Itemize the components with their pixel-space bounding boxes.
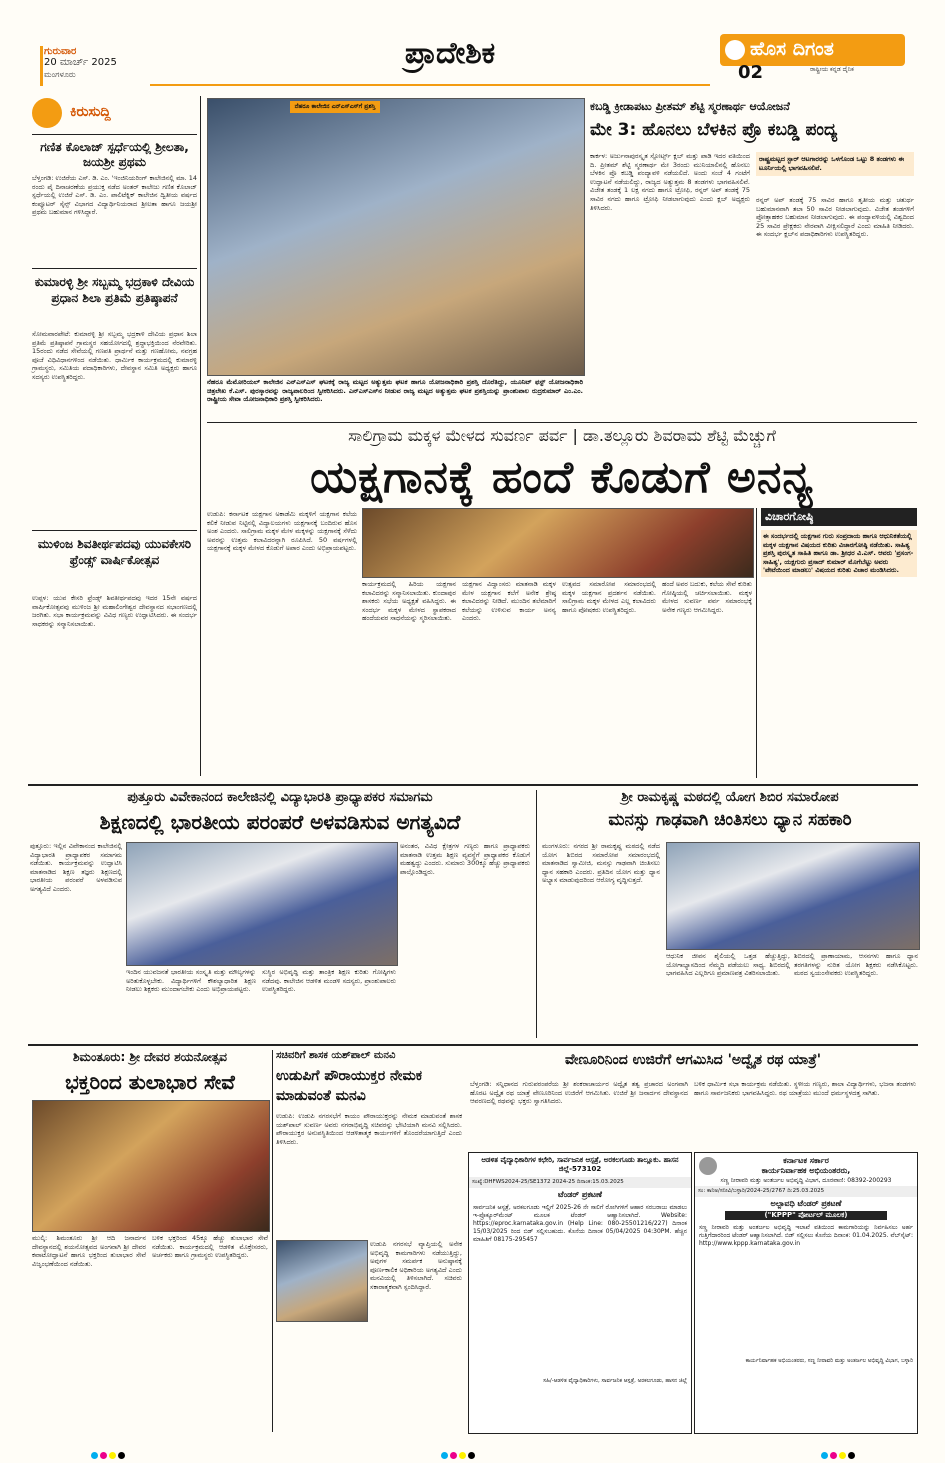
puttur-headline: ಶಿಕ್ಷಣದಲ್ಲಿ ಭಾರತೀಯ ಪರಂಪರೆ ಅಳವಡಿಸುವ ಅಗತ್ಯವಿದೆ	[99, 810, 461, 834]
kabaddi-highlight: ರಾಷ್ಟ್ರಮಟ್ಟದ ಸ್ಟಾರ್ ಆಟಗಾರರನ್ನು ಒಳಗೊಂಡ ಒಟ್ಟು 8 ತಂಡಗಳು ಈ ಟೂರ್ನಿಯಲ್ಲಿ ಭಾಗವಹಿಸಲಿವೆ.	[756, 152, 914, 176]
cyan-dot	[91, 1452, 98, 1459]
kirusuddi-badge	[32, 98, 182, 128]
header-date-block	[44, 46, 154, 80]
tender2-ref: ಸಂ: ಕಾನಿಅ/ಸನೀವಿ/ಬಳ್ಳಾರಿ/2024-25/2767 ದಿ:25.03.2025	[695, 1186, 917, 1197]
logo-text: ಹೊಸ ದಿಗಂತ	[750, 38, 834, 60]
story1-body: ಬೆಳ್ತಂಗಡಿ: ಉಜಿರೆಯ ಎಸ್. ಡಿ. ಎಂ. 'ಇಂಜಿನಿಯರಿಂಗ್ ಕಾಲೇಜಿನಲ್ಲಿ ಮಾ. 14 ರಂದು ಪೈ ದಿನಾಚರಣೆಯ ಪ್ರಯುಕ್ತ ನಡೆದ ಅಂತರ್ ಕಾಲೇಜು ಗಣಿತ ಕೊಲಾಜ್ ಸ್ಪರ್ಧೆಯಲ್ಲಿ ಉಜಿರೆ ಎಸ್. ಡಿ. ಎಂ. ಪಾಲಿಟೆಕ್ನಿಕ್ ಕಾಲೇಜಿನ ದ್ವಿತೀಯ ವರ್ಷದ ಕಂಪ್ಯೂಟರ್ ಸೈನ್ಸ್ ವಿಭಾಗದ ವಿದ್ಯಾರ್ಥಿನಿಯರಾದ ಶ್ರೀಲತಾ ಹಾಗೂ ಜಯಶ್ರೀ ಪ್ರಥಮ ಬಹುಮಾನ ಗಳಿಸಿದ್ದಾರೆ.	[32, 174, 200, 217]
ramakrishna-kicker: ಶ್ರೀ ರಾಮಕೃಷ್ಣ ಮಠದಲ್ಲಿ ಯೋಗ ಶಿಬಿರ ಸಮಾರೋಪ	[621, 790, 839, 805]
magenta-dot	[450, 1452, 457, 1459]
udupi-body1: ಉಡುಪಿ: ಉಡುಪಿ ನಗರಸಭೆಗೆ ಕಾಯಂ ಪೌರಾಯುಕ್ತರನ್ನು ನೇಮಕ ಮಾಡುವಂತೆ ಶಾಸಕ ಯಶ್‌ಪಾಲ್ ಸುವರ್ಣ ಅವರು ನಗರಾಭಿವೃದ್ಧಿ ಸಚಿವರನ್ನು ಭೇಟಿಯಾಗಿ ಮನವಿ ಸಲ್ಲಿಸಿದರು. ಪೌರಾಯುಕ್ತರ ಅನುಪಸ್ಥಿತಿಯಿಂದ ಆಡಳಿತಾತ್ಮಕ ಕಾರ್ಯಗಳಿಗೆ ತೊಂದರೆಯಾಗುತ್ತಿದೆ ಎಂದು ತಿಳಿಸಿದರು.	[276, 1112, 465, 1146]
puttur-lamp-photo	[126, 842, 398, 966]
tender2-office: ಕಾರ್ಯನಿರ್ವಾಹಕ ಅಭಿಯಂತರರು,	[761, 1166, 851, 1175]
udupi-memorandum-photo	[276, 1240, 368, 1322]
puttur-kicker: ಪುತ್ತೂರು ವಿವೇಕಾನಂದ ಕಾಲೇಜಿನಲ್ಲಿ ವಿದ್ಯಾಭಾರತಿ ಪ್ರಾಧ್ಯಾಪಕರ ಸಮಾಗಮ	[127, 790, 433, 805]
tender2-notice2: ("KPPP" ಪೋರ್ಟಲ್ ಮೂಲಕ)	[725, 1211, 887, 1220]
emblem-icon	[699, 1157, 717, 1175]
puttur-body2: ಅನಂತರ, ವಿವಿಧ ಕ್ಷೇತ್ರಗಳ ಗಣ್ಯರು ಹಾಗೂ ಪ್ರಾಧ್ಯಾಪಕರು ಮಾತನಾಡಿ ಉತ್ತಮ ಶಿಕ್ಷಣ ವ್ಯವಸ್ಥೆಗೆ ಪ್ರಾಧ್ಯಾಪಕರ ಕೊಡುಗೆ ಮಹತ್ವದ್ದು ಎಂದರು. ಸುಮಾರು 300ಕ್ಕೂ ಹೆಚ್ಚು ಪ್ರಾಧ್ಯಾಪಕರು ಪಾಲ್ಗೊಂಡಿದ್ದರು.	[400, 842, 533, 876]
registration-marks-right	[820, 1444, 856, 1463]
udupi-body2: ಉಡುಪಿ ನಗರಸಭೆ ವ್ಯಾಪ್ತಿಯಲ್ಲಿ ಅನೇಕ ಅಭಿವೃದ್ಧಿ ಕಾಮಗಾರಿಗಳು ನಡೆಯುತ್ತಿದ್ದು, ಅವುಗಳ ಸಮರ್ಪಕ ಅನುಷ್ಠಾನಕ್ಕೆ ಪೂರ್ಣಕಾಲಿಕ ಅಧಿಕಾರಿಯ ಅಗತ್ಯವಿದೆ ಎಂದು ಮನವಿಯಲ್ಲಿ ತಿಳಿಸಲಾಗಿದೆ. ಸಚಿವರು ಸಕಾರಾತ್ಮಕವಾಗಿ ಸ್ಪಂದಿಸಿದ್ದಾರೆ.	[370, 1240, 465, 1291]
black-dot	[468, 1452, 475, 1459]
yakshagana-body3: ಯಕ್ಷಗಾನ ವಿದ್ವಾಂಸರು ಮಾತನಾಡಿ ಮಕ್ಕಳ ಮೇಳ ಯಕ್ಷಗಾನ ಕಲೆಗೆ ಅನೇಕ ಶ್ರೇಷ್ಠ ಕಲಾವಿದರನ್ನು ನೀಡಿದೆ. ಮುಂದಿನ ತಲೆಮಾರಿಗೆ ಕಲೆಯನ್ನು ಉಳಿಸುವ ಕಾರ್ಯ ಅನನ್ಯ ಎಂದರು.	[462, 580, 559, 623]
kabaddi-kicker: ಕಬಡ್ಡಿ ಕ್ರೀಡಾಪಟು ಪ್ರೀತಮ್ ಶೆಟ್ಟಿ ಸ್ಮರಣಾರ್ಥ ಆಯೋಜನೆ	[590, 100, 790, 113]
yakshagana-body2: ಕಾರ್ಯಕ್ರಮದಲ್ಲಿ ಹಿರಿಯ ಯಕ್ಷಗಾನ ಕಲಾವಿದರನ್ನು ಸನ್ಮಾನಿಸಲಾಯಿತು. ಕುಂದಾಪುರ ಶಾಸಕರು ಸಭೆಯ ಅಧ್ಯಕ್ಷತೆ ವಹಿಸಿದ್ದರು. ಈ ಸಂದರ್ಭ ಮಕ್ಕಳ ಮೇಳದ ಸ್ಥಾಪಕರಾದ ಹಂದೆಯವರ ಸಾಧನೆಯನ್ನು ಸ್ಮರಿಸಲಾಯಿತು.	[362, 580, 459, 623]
ramakrishna-body1: ಮಂಗಳೂರು: ನಗರದ ಶ್ರೀ ರಾಮಕೃಷ್ಣ ಮಠದಲ್ಲಿ ನಡೆದ ಯೋಗ ಶಿಬಿರದ ಸಮಾರೋಪ ಸಮಾರಂಭದಲ್ಲಿ ಮಾತನಾಡಿದ ಸ್ವಾಮೀಜಿ, ಮನಸ್ಸು ಗಾಢವಾಗಿ ಚಿಂತಿಸಲು ಧ್ಯಾನ ಸಹಕಾರಿ ಎಂದರು. ಪ್ರತಿದಿನ ಯೋಗ ಮತ್ತು ಧ್ಯಾನ ಅಭ್ಯಾಸ ಮಾಡುವುದರಿಂದ ಆರೋಗ್ಯ ವೃದ್ಧಿಸುತ್ತದೆ.	[542, 842, 663, 885]
black-dot	[848, 1452, 855, 1459]
puttur-body1: ಪುತ್ತೂರು: ಇಲ್ಲಿನ ವಿವೇಕಾನಂದ ಕಾಲೇಜಿನಲ್ಲಿ ವಿದ್ಯಾಭಾರತಿ ಪ್ರಾಧ್ಯಾಪಕರ ಸಮಾಗಮ ನಡೆಯಿತು. ಕಾರ್ಯಕ್ರಮವನ್ನು ಉದ್ಘಾಟಿಸಿ ಮಾತನಾಡಿದ ಶಿಕ್ಷಣ ತಜ್ಞರು ಶಿಕ್ಷಣದಲ್ಲಿ ಭಾರತೀಯ ಪರಂಪರೆ ಅಳವಡಿಸುವ ಅಗತ್ಯವಿದೆ ಎಂದರು.	[30, 842, 125, 893]
kirusuddi-label: ಕಿರುಸುದ್ದಿ	[70, 104, 111, 120]
advaita-body1: ಬೆಳ್ತಂಗಡಿ: ಸನ್ನಿಧಾನದ ಗುರುಪರಂಪರೆಯ ಶ್ರೀ ಶಂಕರಾಚಾರ್ಯರ ಅದ್ವೈತ ತತ್ವ ಪ್ರಚಾರದ ಅಂಗವಾಗಿ ಹೊರಟ ಅದ್ವೈತ ರಥ ಯಾತ್ರೆ ವೇಣೂರಿನಿಂದ ಉಜಿರೆಗೆ ಆಗಮಿಸಿತು. ಉಜಿರೆ ಶ್ರೀ ಜನಾರ್ದನ ದೇವಸ್ಥಾನದ ಆವರಣದಲ್ಲಿ ರಥವನ್ನು ಭಕ್ತರು ಸ್ವಾಗತಿಸಿದರು.	[470, 1080, 691, 1106]
tender1-sign: ಸಹಿ/-ಆಡಳಿತ ವೈದ್ಯಾಧಿಕಾರಿಗಳು, ಸಾರ್ವಜನಿಕ ಆಸ್ಪತ್ರೆ, ಅರಕಲಗೂಡು, ಹಾಸನ ಜಿಲ್ಲೆ	[543, 1378, 687, 1384]
hand-icon	[32, 98, 62, 128]
story2-headline: ಕುಮಾರಳ್ಳಿ ಶ್ರೀ ಸಬ್ಬಮ್ಮ ಭದ್ರಕಾಳಿ ದೇವಿಯ ಪ್ರಧಾನ ಶಿಲಾ ಪ್ರತಿಮೆ ಪ್ರತಿಷ್ಠಾಪನೆ	[34, 275, 195, 305]
story1-headline: ಗಣಿತ ಕೊಲಾಜ್ ಸ್ಪರ್ಧೆಯಲ್ಲಿ ಶ್ರೀಲತಾ, ಜಯಶ್ರೀ ಪ್ರಥಮ	[40, 140, 189, 169]
tender2-ad	[694, 1152, 918, 1434]
tender1-body: ಸಾರ್ವಜನಿಕ ಆಸ್ಪತ್ರೆ, ಅರಕಲಗೂಡು ಇಲ್ಲಿಗೆ 2025-26 ನೇ ಸಾಲಿಗೆ ರೋಗಿಗಳಿಗೆ ಆಹಾರ ಸರಬರಾಜು ಮಾಡಲು ಇ-ಪ್ರೊಕ್ಯೂರ್‌ಮೆಂಟ್ ಮೂಲಕ ಟೆಂಡರ್ ಆಹ್ವಾನಿಸಲಾಗಿದೆ. Website: https://eproc.karnataka.gov.in (Help Line: 080-25501216/227) ದಿನಾಂಕ 15/03/2025 ರಿಂದ ಬಿಡ್ ಸಲ್ಲಿಸಬಹುದು. ಕೊನೆಯ ದಿನಾಂಕ 05/04/2025 04:30PM. ಹೆಚ್ಚಿನ ಮಾಹಿತಿಗೆ 08175-295457	[473, 1204, 689, 1243]
tender1-notice: ಟೆಂಡರ್ ಪ್ರಕಟಣೆ	[558, 1190, 602, 1199]
tender2-notice: ಅಲ್ಪಾವಧಿ ಟೆಂಡರ್ ಪ್ರಕಟಣೆ	[770, 1199, 842, 1208]
vichara-sidebar	[756, 508, 917, 778]
tender2-govt: ಕರ್ನಾಟಕ ಸರ್ಕಾರ	[783, 1156, 829, 1165]
puttur-body3: ಇಂದಿನ ಯುವಜನತೆ ಭಾರತೀಯ ಸಂಸ್ಕೃತಿ ಮತ್ತು ಮೌಲ್ಯಗಳನ್ನು ಅರಿತುಕೊಳ್ಳಬೇಕು. ವಿದ್ಯಾರ್ಥಿಗಳಿಗೆ ಕೌಶಲ್ಯಾಧಾರಿತ ಶಿಕ್ಷಣ ನೀಡಲು ಶಿಕ್ಷಕರು ಮುಂದಾಗಬೇಕು ಎಂದು ಅಭಿಪ್ರಾಯಪಟ್ಟರು.	[126, 968, 259, 994]
yoga-group-photo	[666, 842, 920, 950]
yellow-dot	[839, 1452, 846, 1459]
yakshagana-top-rule	[207, 422, 917, 423]
vichara-sidebar-title: ವಿಚಾರಗೋಷ್ಠಿ	[761, 508, 917, 526]
story2-body: ಸೋಮವಾರಪೇಟೆ: ಕುಮಾರಳ್ಳಿ ಶ್ರೀ ಸಬ್ಬಮ್ಮ ಭದ್ರಕಾಳಿ ದೇವಿಯ ಪ್ರಧಾನ ಶಿಲಾ ಪ್ರತಿಮೆ ಪ್ರತಿಷ್ಠಾಪನೆ ಗ್ರಾಮಸ್ಥರ ಸಹಯೋಗದಲ್ಲಿ ಶ್ರದ್ಧಾಭಕ್ತಿಯಿಂದ ನೆರವೇರಿತು. 15ರಂದು ನಡೆದ ಸೇವೆಯಲ್ಲಿ ಗಣಪತಿ ಪ್ರಾರ್ಥನೆ ಮತ್ತು ಗಣಹೋಮ, ನವಗ್ರಹ ಪೂಜೆ ವಿಧಿವಿಧಾನಗಳಿಂದ ನಡೆಯಿತು. ಧಾರ್ಮಿಕ ಕಾರ್ಯಕ್ರಮದಲ್ಲಿ ಕುಮಾರಳ್ಳಿ ಗ್ರಾಮಸ್ಥರು, ಸಮಿತಿಯ ಪದಾಧಿಕಾರಿಗಳು, ದೇವಸ್ಥಾನ ಸಮಿತಿ ಅಧ್ಯಕ್ಷರು ಹಾಗೂ ಸದಸ್ಯರು ಉಪಸ್ಥಿತರಿದ್ದರು.	[32, 330, 200, 381]
ramakrishna-body2: ಆಧುನಿಕ ಜೀವನ ಶೈಲಿಯಲ್ಲಿ ಒತ್ತಡ ಹೆಚ್ಚುತ್ತಿದ್ದು, ಯೋಗಾಭ್ಯಾಸದಿಂದ ನೆಮ್ಮದಿ ಪಡೆಯಲು ಸಾಧ್ಯ. ಶಿಬಿರದಲ್ಲಿ ಭಾಗವಹಿಸಿದ ಎಲ್ಲರಿಗೂ ಪ್ರಮಾಣಪತ್ರ ವಿತರಿಸಲಾಯಿತು.	[666, 952, 793, 978]
tender1-ref: ಸಂಖ್ಯೆ:DHFWS2024-25/SE1372 2024-25 ದಿನಾಂಕ:15.03.2025	[469, 1177, 691, 1188]
black-dot	[118, 1452, 125, 1459]
story2-divider	[32, 530, 197, 531]
registration-marks-left	[90, 1444, 126, 1463]
kabaddi-body-left: ಕಾರ್ಕಳ: ಅರ್ಜುನಾಪುರಸ್ಕೃತ ಸ್ಪೋರ್ಟ್ಸ್ ಕ್ಲಬ್ ಮತ್ತು ಪಾಡಿ ಇದರ ವತಿಯಿಂದ ದಿ. ಪ್ರೀತಮ್ ಶೆಟ್ಟಿ ಸ್ಮರಣಾರ್ಥ ಮೇ 3ರಂದು ಮುನಿಯಾಲಿನಲ್ಲಿ ಹೊನಲು ಬೆಳಕಿನ ಪ್ರೊ ಕಬಡ್ಡಿ ಪಂದ್ಯಾವಳಿ ನಡೆಯಲಿದೆ. ಅಂದು ಸಂಜೆ 4 ಗಂಟೆಗೆ ಉದ್ಘಾಟನೆ ನಡೆಯಲಿದ್ದು, ರಾಜ್ಯದ ಅತ್ಯುತ್ತಮ 8 ತಂಡಗಳು ಭಾಗವಹಿಸಲಿವೆ. ವಿಜೇತ ತಂಡಕ್ಕೆ 1 ಲಕ್ಷ ನಗದು ಹಾಗೂ ಟ್ರೋಫಿ, ರನ್ನರ್ ಅಪ್ ತಂಡಕ್ಕೆ 75 ಸಾವಿರ ನಗದು ಹಾಗೂ ಟ್ರೋಫಿ ನೀಡಲಾಗುವುದು ಎಂದು ಕ್ಲಬ್ ಅಧ್ಯಕ್ಷರು ತಿಳಿಸಿದರು.	[590, 152, 753, 212]
shimantur-body2: ಬಳಿಕ ಭಕ್ತರಿಂದ 45ಕ್ಕೂ ಹೆಚ್ಚು ತುಲಾಭಾರ ಸೇವೆ ನಡೆಯಿತು. ಕಾರ್ಯಕ್ರಮದಲ್ಲಿ ಆಡಳಿತ ಮೊಕ್ತೇಸರರು, ಅರ್ಚಕರು ಹಾಗೂ ಗ್ರಾಮಸ್ಥರು ಉಪಸ್ಥಿತರಿದ್ದರು.	[152, 1234, 271, 1260]
udupi-kicker: ಸಚಿವರಿಗೆ ಶಾಸಕ ಯಶ್‌ಪಾಲ್ ಮನವಿ	[276, 1050, 396, 1061]
header-date: 20 ಮಾರ್ಚ್ 2025	[44, 57, 117, 68]
logo-tagline: ರಾಷ್ಟ್ರೀಯ ಕನ್ನಡ ದೈನಿಕ	[810, 66, 854, 73]
yakshagana-stage-photo	[362, 508, 754, 578]
advaita-body2: ಬಳಿಕ ಧಾರ್ಮಿಕ ಸಭಾ ಕಾರ್ಯಕ್ರಮ ನಡೆಯಿತು. ಸ್ಥಳೀಯ ಗಣ್ಯರು, ಶಾಲಾ ವಿದ್ಯಾರ್ಥಿಗಳು, ಭಜನಾ ತಂಡಗಳು ಹಾಗೂ ಸಾರ್ವಜನಿಕರು ಭಾಗವಹಿಸಿದ್ದರು. ರಥ ಯಾತ್ರೆಯು ಮುಂದೆ ಧರ್ಮಸ್ಥಳದತ್ತ ಸಾಗಿತು.	[694, 1080, 919, 1097]
tulabhara-photo	[32, 1100, 270, 1232]
tender1-title: ಆಡಳಿತ ವೈದ್ಯಾಧಿಕಾರಿಗಳ ಕಛೇರಿ, ಸಾರ್ವಜನಿಕ ಆಸ್ಪತ್ರೆ, ಅರಕಲಗೂಡು ತಾಲ್ಲೂಕು. ಹಾಸನ ಜಿಲ್ಲೆ-573102	[481, 1156, 679, 1173]
shimantur-headline: ಭಕ್ತರಿಂದ ತುಲಾಭಾರ ಸೇವೆ	[65, 1070, 235, 1094]
logo-lamp-icon	[725, 40, 745, 60]
magenta-dot	[100, 1452, 107, 1459]
advaita-headline: ವೇಣೂರಿನಿಂದ ಉಜಿರೆಗೆ ಆಗಮಿಸಿದ 'ಅದ್ವೈತ ರಥ ಯಾತ್ರೆ'	[564, 1052, 822, 1068]
nss-award-photo	[207, 98, 585, 376]
registration-marks-center	[440, 1444, 476, 1463]
yakshagana-headline: ಯಕ್ಷಗಾನಕ್ಕೆ ಹಂದೆ ಕೊಡುಗೆ ಅನನ್ಯ	[310, 452, 814, 503]
yakshagana-body4: ಉತ್ಸವದ ಸಮಾರೋಪ ಸಮಾರಂಭದಲ್ಲಿ ಮಕ್ಕಳ ಯಕ್ಷಗಾನ ಪ್ರದರ್ಶನ ನಡೆಯಿತು. ಸಾಲಿಗ್ರಾಮ ಮಕ್ಕಳ ಮೇಳದ ಎಲ್ಲ ಕಲಾವಿದರು ಹಾಗೂ ಪೋಷಕರು ಉಪಸ್ಥಿತರಿದ್ದರು.	[562, 580, 659, 614]
row3-rule-1	[272, 1050, 273, 1432]
row2-top-rule	[28, 784, 918, 786]
row3-top-rule	[28, 1044, 918, 1046]
tender2-dept: ಸಣ್ಣ ನೀರಾವರಿ ಮತ್ತು ಅಂತರ್ಜಲ ಅಭಿವೃದ್ಧಿ ವಿಭಾಗ, ದೂರವಾಣಿ: 08392-200293	[720, 1177, 892, 1184]
cyan-dot	[821, 1452, 828, 1459]
yakshagana-kicker: ಸಾಲಿಗ್ರಾಮ ಮಕ್ಕಳ ಮೇಳದ ಸುವರ್ಣ ಪರ್ವ | ಡಾ.ತಲ್ಲೂರು ಶಿವರಾಮ ಶೆಟ್ಟಿ ಮೆಚ್ಚುಗೆ	[348, 426, 776, 445]
section-title: ಪ್ರಾದೇಶಿಕ	[404, 36, 496, 71]
kabaddi-body-right: ರನ್ನರ್ ಅಪ್ ತಂಡಕ್ಕೆ 75 ಸಾವಿರ ಹಾಗೂ ತೃತೀಯ ಮತ್ತು ಚತುರ್ಥ ಬಹುಮಾನವಾಗಿ ತಲಾ 50 ಸಾವಿರ ನೀಡಲಾಗುವುದು. ವಿಜೇತ ತಂಡಗಳಿಗೆ ಪ್ರೋತ್ಸಾಹಕರ ಬಹುಮಾನ ನೀಡಲಾಗುವುದು. ಈ ಪಂದ್ಯಾವಳಿಯಲ್ಲಿ ವಿಶ್ವದಿಂದ 25 ಸಾವಿರ ಪ್ರೇಕ್ಷಕರು ನೇರವಾಗಿ ವೀಕ್ಷಿಸಲಿದ್ದಾರೆ ಎಂದು ಮಾಹಿತಿ ನೀಡಿದರು. ಈ ಸಂದರ್ಭ ಕ್ಲಬ್‌ನ ಪದಾಧಿಕಾರಿಗಳು ಉಪಸ್ಥಿತರಿದ್ದರು.	[756, 196, 917, 239]
yakshagana-body5: ಹಂದೆ ಅವರ ಬದುಕು, ಕಲೆಯ ಸೇವೆ ಕುರಿತು ಗೋಷ್ಠಿಯಲ್ಲಿ ಚರ್ಚಿಸಲಾಯಿತು. ಮಕ್ಕಳ ಮೇಳದ ಸುವರ್ಣ ಪರ್ವ ಸಮಾರಂಭಕ್ಕೆ ಅನೇಕ ಗಣ್ಯರು ಆಗಮಿಸಿದ್ದರು.	[662, 580, 755, 614]
vichara-sidebar-body: ಈ ಸಂದರ್ಭದಲ್ಲಿ ಯಕ್ಷಗಾನ ಗುರು ಸಂಪ್ರದಾಯ ಹಾಗೂ ಆಧುನಿಕತೆಯಲ್ಲಿ ಮಕ್ಕಳ ಯಕ್ಷಗಾನ ವಿಷಯದ ಕುರಿತು ವಿಚಾರಗೋಷ್ಠಿ ನಡೆಯಿತು. ಸಾಹಿತ್ಯ ಪ್ರಶಸ್ತಿ ಪುರಸ್ಕೃತ ಸಾಹಿತಿ ಹಾಗೂ ಡಾ. ಶ್ರೀಧರ ವಿ.ಎಸ್. ಆವರು 'ಪ್ರಸಂಗ-ಸಾಹಿತ್ಯ', ಯಕ್ಷಗುರು ಪ್ರಸಾದ್ ಕುಮಾರ್ ಮೊಗೆಬೆಟ್ಟು ಅವರು 'ಪೇಟೆಯಿಂದ ಮಾಡಲು' ವಿಷಯದ ಕುರಿತು ವಿಚಾರ ಮಂಡಿಸಿದರು.	[761, 530, 917, 577]
header-accent-line	[40, 46, 43, 86]
ramakrishna-body3: ಶಿಬಿರದಲ್ಲಿ ಪ್ರಾಣಾಯಾಮ, ಆಸನಗಳು ಹಾಗೂ ಧ್ಯಾನ ತರಗತಿಗಳನ್ನು ನುರಿತ ಯೋಗ ಶಿಕ್ಷಕರು ನಡೆಸಿಕೊಟ್ಟರು. ಮಠದ ಸ್ವಯಂಸೇವಕರು ಉಪಸ್ಥಿತರಿದ್ದರು.	[794, 952, 921, 978]
yakshagana-body1: ಉಡುಪಿ: ಕರ್ನಾಟಕ ಯಕ್ಷಗಾನ ಅಕಾಡೆಮಿ ಮಕ್ಕಳಿಗೆ ಯಕ್ಷಗಾನ ಕಲೆಯ ಕಲಿಕೆ ನೀಡುವ ನಿಟ್ಟಿನಲ್ಲಿ ವಿದ್ಯಾಲಯಗಳು ಯಕ್ಷಗಾನಕ್ಕೆ ಬಂದಿರುವ ಹೊಸ ಅಂಶ ಎಂದರು. ಸಾಲಿಗ್ರಾಮ ಮಕ್ಕಳ ಮೇಳ ಮಕ್ಕಳನ್ನು ಯಕ್ಷಗಾನಕ್ಕೆ ಸೆಳೆದು ಅವರನ್ನು ಉತ್ತಮ ಕಲಾವಿದರನ್ನಾಗಿ ರೂಪಿಸಿದೆ. 50 ವರ್ಷಗಳಲ್ಲಿ ಯಕ್ಷಗಾನಕ್ಕೆ ಮಕ್ಕಳ ಮೇಳದ ಕೊಡುಗೆ ಅಪಾರ ಎಂದು ಅಭಿಪ್ರಾಯಪಟ್ಟರು.	[207, 510, 360, 553]
shimantur-body1: ಮುಲ್ಕಿ: ಶಿಮಂತೂರು ಶ್ರೀ ಆದಿ ಜನಾರ್ದನ ದೇವಸ್ಥಾನದಲ್ಲಿ ಶಯನೋತ್ಸವದ ಅಂಗವಾಗಿ ಶ್ರೀ ದೇವರ ಕವಾಟೋದ್ಘಾಟನೆ ಹಾಗೂ ಭಕ್ತರಿಂದ ತುಲಾಭಾರ ಸೇವೆ ವಿಜೃಂಭಣೆಯಿಂದ ನಡೆಯಿತು.	[32, 1234, 149, 1268]
ramakrishna-headline: ಮನಸ್ಸು ಗಾಢವಾಗಿ ಚಿಂತಿಸಲು ಧ್ಯಾನ ಸಹಕಾರಿ	[608, 810, 852, 830]
page-number: 02	[738, 62, 764, 83]
nss-photo-tag: ನೆಹರೂ ಕಾಲೇಜಿನ ಎನ್‌ಎಸ್‌ಎಸ್‌ಗೆ ಪ್ರಶಸ್ತಿ	[290, 101, 380, 113]
puttur-body4: ಸುಸ್ಥಿರ ಅಭಿವೃದ್ಧಿ ಮತ್ತು ತಾಂತ್ರಿಕ ಶಿಕ್ಷಣ ಕುರಿತು ಗೋಷ್ಠಿಗಳು ನಡೆದವು. ಕಾಲೇಜಿನ ಆಡಳಿತ ಮಂಡಳಿ ಸದಸ್ಯರು, ಪ್ರಾಂಶುಪಾಲರು ಉಪಸ್ಥಿತರಿದ್ದರು.	[262, 968, 399, 994]
yellow-dot	[109, 1452, 116, 1459]
magenta-dot	[830, 1452, 837, 1459]
story3-headline: ಮುಳಿಂಜ ಶಿವತೀರ್ಥಪದವು ಯುವಕೇಸರಿ ಫ್ರೆಂಡ್ಸ್ ವಾರ್ಷಿಕೋತ್ಸವ	[37, 537, 192, 567]
left-column-rule	[200, 96, 201, 776]
kabaddi-headline: ಮೇ 3: ಹೊನಲು ಬೆಳಕಿನ ಪ್ರೊ ಕಬಡ್ಡಿ ಪಂದ್ಯ	[590, 120, 838, 140]
nss-caption: ನೆಹರೂ ಮೆಮೋರಿಯಲ್ ಕಾಲೇಜಿನ ಎನ್‌ಎಸ್‌ಎಸ್ ಘಟಕಕ್ಕೆ ರಾಜ್ಯ ಮಟ್ಟದ ಅತ್ಯುತ್ತಮ ಘಟಕ ಹಾಗೂ ಯೋಜನಾಧಿಕಾರಿ ಪ್ರಶಸ್ತಿ ದೊರೆತಿದ್ದು, ಯೂನಿಟ್ ಫಸ್ಟ್ ಯೋಜನಾಧಿಕಾರಿ ಚಿತ್ರಲೇಖ ಕೆ.ಎಸ್. ಪುರಸ್ಕಾರವನ್ನು ರಾಜ್ಯಪಾಲರಿಂದ ಸ್ವೀಕರಿಸಿದರು. ಎನ್‌ಎಸ್‌ಎಸ್‌ನ ನೀಡುವ ರಾಜ್ಯ ಮಟ್ಟದ ಅತ್ಯುತ್ತಮ ಘಟಕ ಪ್ರಶಸ್ತಿಯನ್ನು ಪ್ರಾಂಶುಪಾಲ ರುದ್ರಕುಮಾರ್ ಎಂ.ಎಂ. ರಾಷ್ಟ್ರೀಯ ಸೇವಾ ಯೋಜನಾಧಿಕಾರಿ ಪ್ರಶಸ್ತಿ ಸ್ವೀಕರಿಸಿದರು.	[207, 378, 586, 404]
udupi-headline: ಉಡುಪಿಗೆ ಪೌರಾಯುಕ್ತರ ನೇಮಕ ಮಾಡುವಂತೆ ಮನವಿ	[276, 1068, 423, 1104]
row2-mid-rule	[536, 790, 537, 1038]
story1-divider	[32, 268, 197, 269]
header-rule	[150, 84, 710, 86]
yellow-dot	[459, 1452, 466, 1459]
kirusuddi-divider	[32, 134, 197, 135]
cyan-dot	[441, 1452, 448, 1459]
tender1-ad	[468, 1152, 692, 1434]
tender2-body: ಸಣ್ಣ ನೀರಾವರಿ ಮತ್ತು ಅಂತರ್ಜಲ ಅಭಿವೃದ್ಧಿ ಇಲಾಖೆ ವತಿಯಿಂದ ಕಾಮಗಾರಿಯನ್ನು ನಿರ್ವಹಿಸಲು ಅರ್ಹ ಗುತ್ತಿಗೆದಾರರಿಂದ ಟೆಂಡರ್ ಆಹ್ವಾನಿಸಲಾಗಿದೆ. ಬಿಡ್ ಸಲ್ಲಿಸಲು ಕೊನೆಯ ದಿನಾಂಕ: 01.04.2025. ವೆಬ್‌ಸೈಟ್: http://www.kppp.karnataka.gov.in	[699, 1224, 915, 1247]
header-day: ಗುರುವಾರ	[44, 46, 77, 57]
shimantur-kicker: ಶಿಮಂತೂರು: ಶ್ರೀ ದೇವರ ಶಯನೋತ್ಸವ	[72, 1050, 228, 1064]
story3-body: ಉಪ್ಪಳ: ಯುವ ಕೇಸರಿ ಫ್ರೆಂಡ್ಸ್ ಶಿವತೀರ್ಥಪದವು ಇದರ 15ನೇ ವರ್ಷದ ವಾರ್ಷಿಕೋತ್ಸವವು ಮುಳಿಂಜ ಶ್ರೀ ಮಹಾಲಿಂಗೇಶ್ವರ ದೇವಸ್ಥಾನದ ಸಭಾಂಗಣದಲ್ಲಿ ಜರಗಿತು. ಸಭಾ ಕಾರ್ಯಕ್ರಮವನ್ನು ವಿವಿಧ ಗಣ್ಯರು ಉದ್ಘಾಟಿಸಿದರು. ಈ ಸಂದರ್ಭ ಸಾಧಕರನ್ನು ಸನ್ಮಾನಿಸಲಾಯಿತು.	[32, 594, 200, 628]
tender2-sign: ಕಾರ್ಯನಿರ್ವಾಹಕ ಅಭಿಯಂತರರು, ಸಣ್ಣ ನೀರಾವರಿ ಮತ್ತು ಅಂತರ್ಜಲ ಅಭಿವೃದ್ಧಿ ವಿಭಾಗ, ಬಳ್ಳಾರಿ	[745, 1358, 913, 1364]
header-city: ಮಂಗಳೂರು	[44, 70, 76, 79]
